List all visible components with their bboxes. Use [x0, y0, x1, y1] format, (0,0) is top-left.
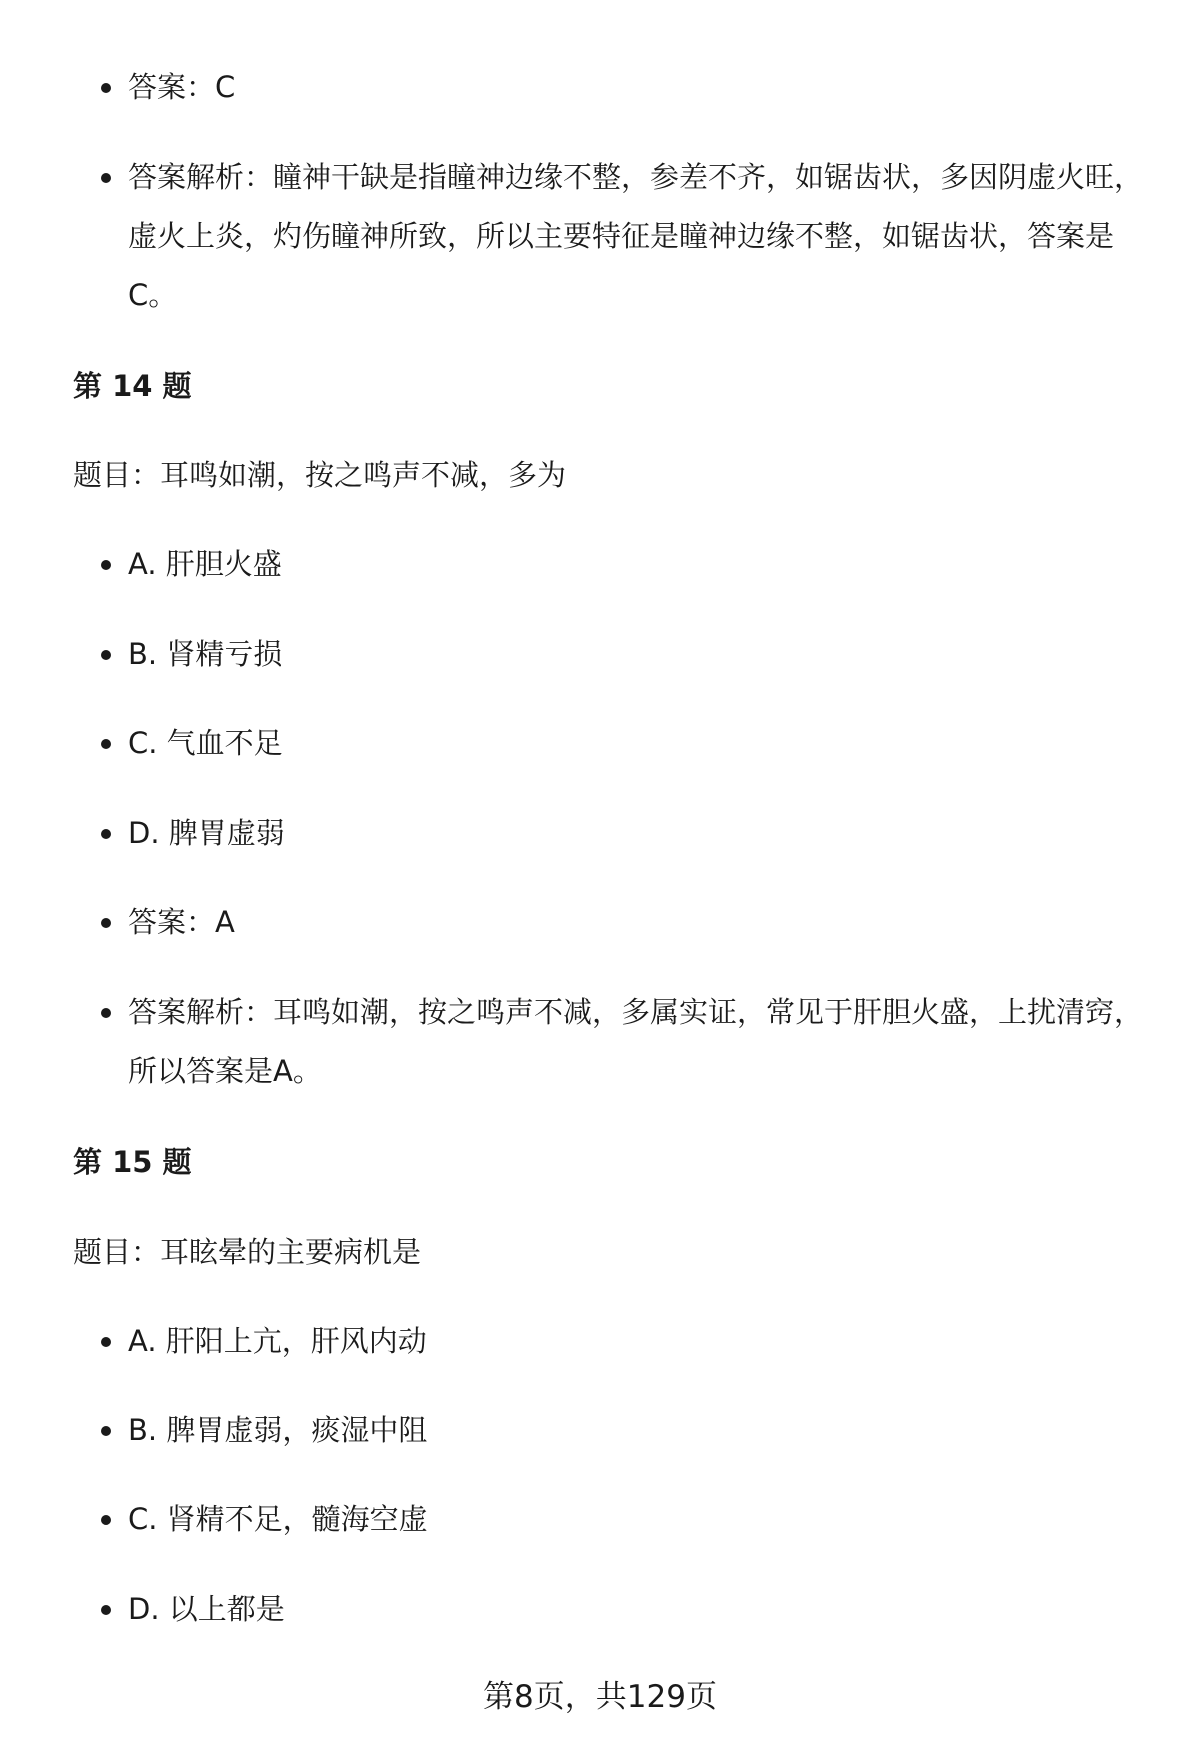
question-heading: 第 14 题	[73, 369, 192, 403]
answer-item: 答案：A	[128, 893, 1148, 952]
option-c: C. 肾精不足，髓海空虚	[128, 1490, 1148, 1549]
question-heading: 第 15 题	[73, 1145, 192, 1179]
question-text: 题目：耳眩晕的主要病机是	[73, 1235, 422, 1269]
question-text: 题目：耳鸣如潮，按之鸣声不减，多为	[73, 458, 567, 492]
option-a: A. 肝阳上亢，肝风内动	[128, 1312, 1148, 1371]
option-d: D. 以上都是	[128, 1580, 1148, 1639]
page-number-footer: 第8页，共129页	[483, 1679, 717, 1715]
option-a: A. 肝胆火盛	[128, 535, 1148, 594]
option-b: B. 肾精亏损	[128, 625, 1148, 684]
option-c: C. 气血不足	[128, 714, 1148, 773]
option-b: B. 脾胃虚弱，痰湿中阻	[128, 1401, 1148, 1460]
answer-analysis-item: 答案解析：耳鸣如潮，按之鸣声不减，多属实证，常见于肝胆火盛，上扰清窍，所以答案是A。	[128, 983, 1148, 1101]
option-d: D. 脾胃虚弱	[128, 804, 1148, 863]
answer-analysis-item: 答案解析：瞳神干缺是指瞳神边缘不整，参差不齐，如锯齿状，多因阴虚火旺，虚火上炎，灼伤瞳神所致，所以主要特征是瞳神边缘不整，如锯齿状，答案是C。	[128, 148, 1148, 325]
answer-item: 答案：C	[128, 58, 1148, 117]
